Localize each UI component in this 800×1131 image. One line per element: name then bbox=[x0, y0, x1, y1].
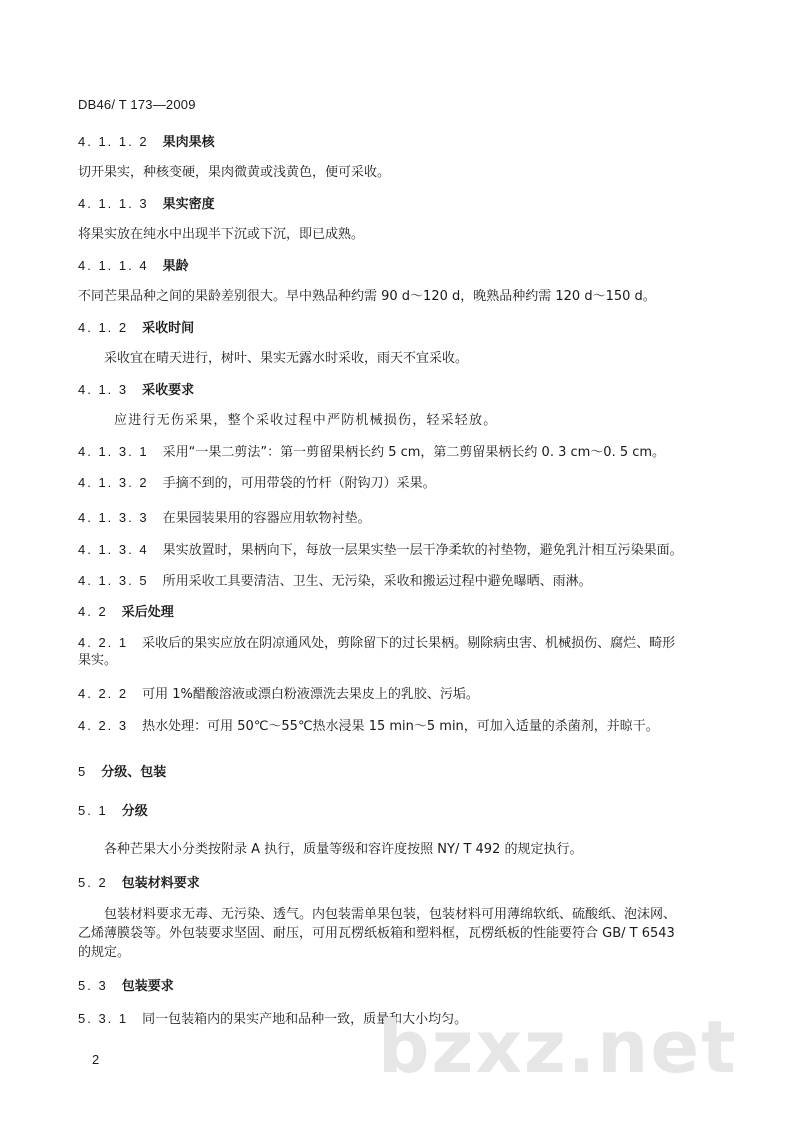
paragraph: 采收宜在晴天进行，树叶、果实无露水时采收，雨天不宜采收。 bbox=[104, 351, 469, 366]
paragraph: 各种芒果大小分类按附录 A 执行，质量等级和容许度按照 NY/ T 492 的规定执行。 bbox=[104, 842, 583, 857]
clause-item: 4. 1. 3. 2 手摘不到的，可用带袋的竹杆（附钩刀）采果。 bbox=[78, 475, 436, 491]
clause-item: 4. 1. 3. 4 果实放置时，果柄向下，每放一层果实垫一层干净柔软的衬垫物，避免乳汁相互污染果面。 bbox=[78, 542, 683, 558]
standard-code: DB46/ T 173—2009 bbox=[78, 97, 196, 112]
section-heading: 5. 1 分级 bbox=[78, 803, 148, 819]
clause-heading: 4. 1. 2 采收时间 bbox=[78, 320, 195, 336]
paragraph: 切开果实，种核变硬，果肉微黄或浅黄色，便可采收。 bbox=[78, 165, 391, 180]
paragraph: 将果实放在纯水中出现半下沉或下沉，即已成熟。 bbox=[78, 227, 365, 242]
clause-item: 4. 2. 1 采收后的果实应放在阴凉通风处，剪除留下的过长果柄。剔除病虫害、机械损伤、腐烂、畸形 bbox=[78, 635, 676, 651]
watermark: bzxz.net bbox=[378, 1005, 738, 1089]
clause-item: 4. 1. 3. 5 所用采收工具要清洁、卫生、无污染，采收和搬运过程中避免曝晒、雨淋。 bbox=[78, 573, 592, 589]
section-heading: 5. 2 包装材料要求 bbox=[78, 875, 200, 891]
clause-item: 4. 2. 3 热水处理：可用 50℃～55℃热水浸果 15 min～5 min，可加入适量的杀菌剂，并晾干。 bbox=[78, 718, 659, 734]
paragraph: 不同芒果品种之间的果龄差别很大。早中熟品种约需 90 d～120 d，晚熟品种约需 120 d～150 d。 bbox=[78, 289, 656, 304]
paragraph: 的规定。 bbox=[78, 945, 131, 960]
section-heading: 4. 2 采后处理 bbox=[78, 604, 174, 620]
paragraph: 应进行无伤采果，整个采收过程中严防机械损伤，轻采轻放。 bbox=[114, 413, 498, 428]
paragraph-continuation: 果实。 bbox=[78, 653, 118, 668]
clause-heading: 4. 1. 1. 4 果龄 bbox=[78, 258, 189, 274]
clause-item: 5. 3. 1 同一包装箱内的果实产地和品种一致，质量和大小均匀。 bbox=[78, 1011, 468, 1027]
chapter-heading: 5 分级、包装 bbox=[78, 764, 167, 780]
clause-item: 4. 1. 3. 3 在果园装果用的容器应用软物衬垫。 bbox=[78, 510, 371, 526]
paragraph: 乙烯薄膜袋等。外包装要求坚固、耐压，可用瓦楞纸板箱和塑料框，瓦楞纸板的性能要符合 GB/ T 6543 bbox=[78, 926, 675, 941]
clause-item: 4. 2. 2 可用 1%醋酸溶液或漂白粉液漂洗去果皮上的乳胶、污垢。 bbox=[78, 686, 479, 702]
page-number: 2 bbox=[92, 1052, 100, 1067]
section-heading: 5. 3 包装要求 bbox=[78, 978, 174, 994]
clause-heading: 4. 1. 1. 3 果实密度 bbox=[78, 196, 215, 212]
clause-heading: 4. 1. 3 采收要求 bbox=[78, 382, 195, 398]
paragraph: 包装材料要求无毒、无污染、透气。内包装需单果包装，包装材料可用薄绵软纸、硫酸纸、泡沫网、 bbox=[104, 907, 677, 922]
clause-item: 4. 1. 3. 1 采用“一果二剪法”：第一剪留果柄长约 5 cm，第二剪留果柄长约 0. 3 cm～0. 5 cm。 bbox=[78, 444, 666, 460]
clause-heading: 4. 1. 1. 2 果肉果核 bbox=[78, 134, 215, 150]
